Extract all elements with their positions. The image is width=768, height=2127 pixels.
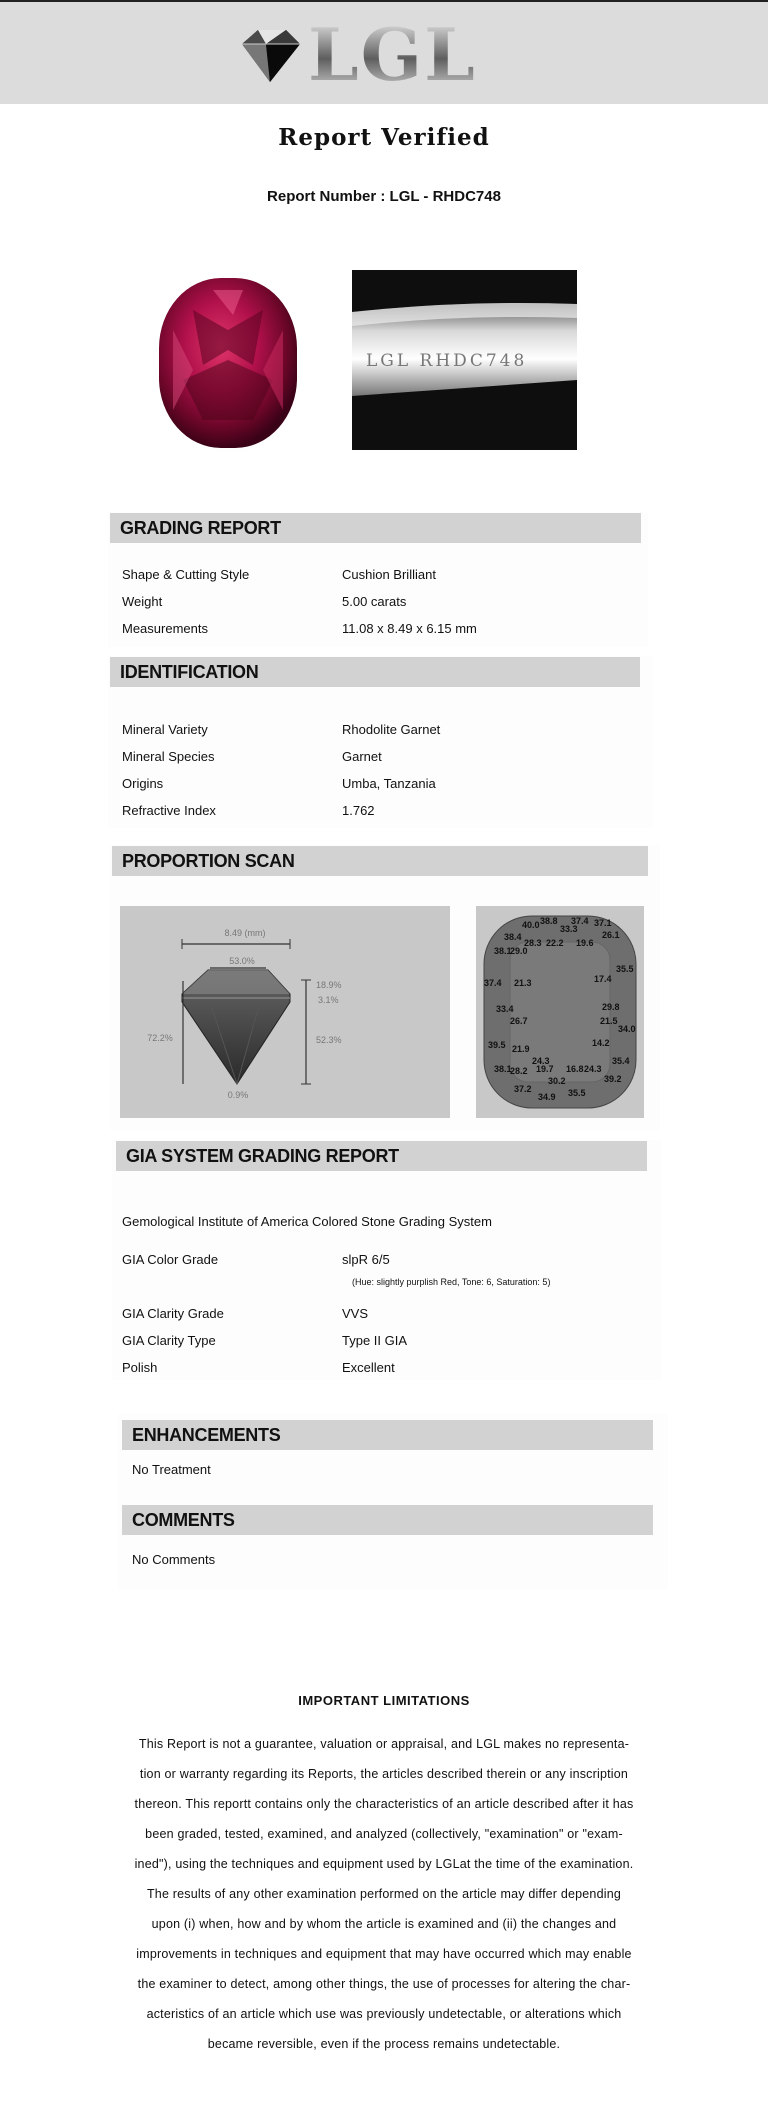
depth-label: 72.2% xyxy=(147,1033,173,1043)
row-value: 11.08 x 8.49 x 6.15 mm xyxy=(342,621,477,636)
row-value: Umba, Tanzania xyxy=(342,776,436,791)
face-measure-label: 37.4 xyxy=(484,978,502,988)
row-value: Excellent xyxy=(342,1360,395,1375)
row-value: Rhodolite Garnet xyxy=(342,722,441,737)
face-measure-label: 38.8 xyxy=(540,916,558,926)
enhancements-text: No Treatment xyxy=(132,1462,211,1477)
page-title: Report Verified xyxy=(278,124,490,151)
row-value: Cushion Brilliant xyxy=(342,567,436,582)
gia-subtitle: Gemological Institute of America Colored Stone Grading System xyxy=(122,1214,492,1229)
row-value: slpR 6/5 xyxy=(342,1252,390,1267)
enhancements-heading: ENHANCEMENTS xyxy=(122,1420,653,1450)
face-measure-label: 28.3 xyxy=(524,938,542,948)
face-measure-label: 28.2 xyxy=(510,1066,528,1076)
limitations-line: tion or warranty regarding its Reports, the articles described therein or any inscription xyxy=(139,1767,629,1781)
row-label: GIA Clarity Grade xyxy=(122,1306,224,1321)
limitations-line: The results of any other examination performed on the article may differ depending xyxy=(146,1887,622,1901)
row-value: Garnet xyxy=(342,749,382,764)
row-value: 5.00 carats xyxy=(342,594,407,609)
face-measure-label: 19.7 xyxy=(536,1064,554,1074)
limitations-line: upon (i) when, how and by whom the article is examined and (ii) the changes and xyxy=(151,1917,617,1931)
logo-text: LGL xyxy=(308,12,477,97)
face-measure-label: 29.0 xyxy=(510,946,528,956)
row-label: Mineral Variety xyxy=(122,722,208,737)
gem-photo xyxy=(133,270,323,460)
limitations-line: ined"), using the techniques and equipment used by LGLat the time of the examination. xyxy=(134,1857,634,1871)
row-label: Weight xyxy=(122,594,163,609)
girdle-label: 3.1% xyxy=(318,995,339,1005)
face-measure-label: 14.2 xyxy=(592,1038,610,1048)
face-measure-label: 38.1 xyxy=(494,946,512,956)
face-measure-label: 33.3 xyxy=(560,924,578,934)
report-number: Report Number : LGL - RHDC748 xyxy=(267,188,501,205)
row-value: Type II GIA xyxy=(342,1333,408,1348)
limitations-line: became reversible, even if the process remains undetectable. xyxy=(207,2037,561,2051)
face-measure-label: 39.2 xyxy=(604,1074,622,1084)
face-measure-label: 35.5 xyxy=(568,1088,586,1098)
limitations-line: the examiner to detect, among other things, the use of processes for altering the char- xyxy=(137,1977,631,1991)
row-label: GIA Clarity Type xyxy=(122,1333,216,1348)
row-value: VVS xyxy=(342,1306,369,1321)
face-measure-label: 34.0 xyxy=(618,1024,636,1034)
comments-text: No Comments xyxy=(132,1552,216,1567)
comments-heading: COMMENTS xyxy=(122,1505,653,1535)
row-label: Refractive Index xyxy=(122,803,216,818)
limitations-line: acteristics of an article which use was previously undetectable, or alterations which xyxy=(146,2007,622,2021)
face-diagram xyxy=(476,906,644,1118)
face-measure-label: 37.1 xyxy=(594,918,612,928)
limitations-line: thereon. This reportt contains only the characteristics of an article described after it has xyxy=(134,1797,634,1811)
row-label: Mineral Species xyxy=(122,749,215,764)
limitations-line: This Report is not a guarantee, valuation or appraisal, and LGL makes no representa- xyxy=(138,1737,630,1751)
face-measure-label: 24.3 xyxy=(532,1056,550,1066)
face-measure-label: 29.8 xyxy=(602,1002,620,1012)
inscription-photo xyxy=(352,270,577,450)
grading-heading: GRADING REPORT xyxy=(110,513,641,543)
face-measure-label: 21.3 xyxy=(514,978,532,988)
profile-diagram xyxy=(120,906,450,1118)
face-measure-label: 17.4 xyxy=(594,974,612,984)
face-measure-label: 35.5 xyxy=(616,964,634,974)
row-label: Origins xyxy=(122,776,164,791)
face-measure-label: 38.4 xyxy=(504,932,522,942)
face-measure-label: 26.1 xyxy=(602,930,620,940)
face-measure-label: 38.1 xyxy=(494,1064,512,1074)
width-label: 8.49 (mm) xyxy=(224,928,266,938)
face-measure-label: 22.2 xyxy=(546,938,564,948)
row-label: Measurements xyxy=(122,621,208,636)
face-measure-label: 21.9 xyxy=(512,1044,530,1054)
face-measure-label: 24.3 xyxy=(584,1064,602,1074)
diamond-logo-icon xyxy=(236,24,304,86)
lgl-logo[interactable] xyxy=(236,12,477,97)
proportion-heading: PROPORTION SCAN xyxy=(112,846,648,876)
face-measure-label: 37.2 xyxy=(514,1084,532,1094)
row-label: Shape & Cutting Style xyxy=(122,567,250,582)
row-label: Polish xyxy=(122,1360,158,1375)
face-measure-label: 30.2 xyxy=(548,1076,566,1086)
header-banner xyxy=(0,2,768,104)
culet-label: 0.9% xyxy=(227,1090,249,1100)
inscription-text: LGL RHDC748 xyxy=(366,351,528,371)
row-value: 1.762 xyxy=(342,803,375,818)
limitations-heading: IMPORTANT LIMITATIONS xyxy=(298,1693,470,1708)
table-label: 53.0% xyxy=(229,956,255,966)
face-measure-label: 40.0 xyxy=(522,920,540,930)
face-measure-label: 19.6 xyxy=(576,938,594,948)
face-measure-label: 26.7 xyxy=(510,1016,528,1026)
face-measure-label: 37.4 xyxy=(571,916,589,926)
face-measure-label: 35.4 xyxy=(612,1056,630,1066)
gia-heading: GIA SYSTEM GRADING REPORT xyxy=(116,1141,647,1171)
identification-heading: IDENTIFICATION xyxy=(110,657,640,687)
limitations-line: improvements in techniques and equipment that may have occurred which may enable xyxy=(136,1947,632,1961)
crown-label: 18.9% xyxy=(316,980,342,990)
pavilion-label: 52.3% xyxy=(316,1035,342,1045)
face-measure-label: 21.5 xyxy=(600,1016,618,1026)
row-label: GIA Color Grade xyxy=(122,1252,219,1267)
face-measure-label: 16.8 xyxy=(566,1064,584,1074)
face-measure-label: 34.9 xyxy=(538,1092,556,1102)
gia-color-note: (Hue: slightly purplish Red, Tone: 6, Saturation: 5) xyxy=(352,1277,551,1287)
face-measure-label: 39.5 xyxy=(488,1040,506,1050)
face-measure-label: 33.4 xyxy=(496,1004,514,1014)
limitations-line: been graded, tested, examined, and analyzed (collectively, "examination" or "exam- xyxy=(145,1827,623,1841)
